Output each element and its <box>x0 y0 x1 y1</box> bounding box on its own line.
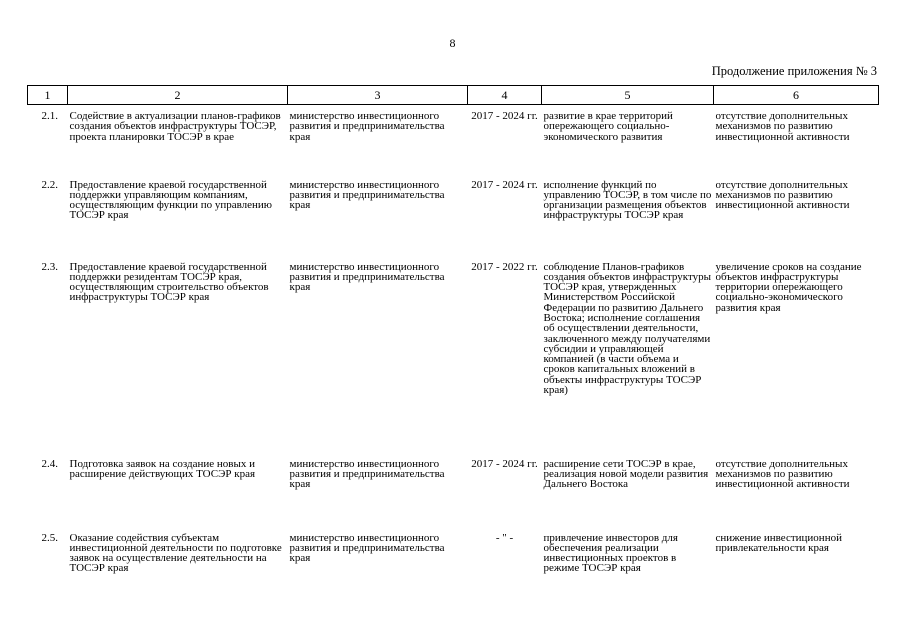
continuation-label: Продолжение приложения № 3 <box>711 64 877 78</box>
executor-cell: министерство инвестиционного развития и предпринимательства края <box>289 110 445 143</box>
consequence-cell: снижение инвестиционной привлекательности края <box>715 531 842 554</box>
table-row <box>28 105 879 180</box>
row-number: 2.3. <box>41 260 58 273</box>
result-cell: исполнение функций по управлению ТОСЭР, в том числе по организации размещения объектов инфраструктуры ТОСЭР края <box>543 178 712 222</box>
page-number: 8 <box>449 36 456 50</box>
row-number: 2.2. <box>41 178 58 191</box>
column-header-4: 4 <box>468 86 542 105</box>
period-cell: 2017 - 2024 гг. <box>471 178 538 191</box>
table-row <box>28 459 879 533</box>
action-cell: Подготовка заявок на создание новых и расширение действующих ТОСЭР края <box>69 457 256 480</box>
executor-cell: министерство инвестиционного развития и предпринимательства края <box>289 457 445 491</box>
measures-table <box>27 85 879 593</box>
executor-cell: министерство инвестиционного развития и предпринимательства края <box>289 531 445 565</box>
consequence-cell: увеличение сроков на создание объектов инфраструктуры территории опережающего социально-экономического развития края <box>715 260 862 314</box>
table-row <box>28 533 879 593</box>
table-row <box>28 180 879 262</box>
action-cell: Предоставление краевой государственной поддержки управляющим компаниям, осуществляющим функции по управлению ТОСЭР края <box>69 178 273 222</box>
period-cell: 2017 - 2022 гг. <box>471 260 538 273</box>
column-header-6: 6 <box>714 86 879 105</box>
action-cell: Содействие в актуализации планов-графиков создания объектов инфраструктуры ТОСЭР, проекта планировки ТОСЭР в крае <box>69 110 281 143</box>
consequence-cell: отсутствие дополнительных механизмов по развитию инвестиционной активности <box>715 178 850 212</box>
row-number: 2.5. <box>41 531 58 544</box>
column-header-1: 1 <box>28 86 68 105</box>
result-cell: развитие в крае территорий опережающего социально-экономического развития <box>543 110 673 143</box>
period-cell: 2017 - 2024 гг. <box>471 110 538 122</box>
action-cell: Предоставление краевой государственной поддержки резидентам ТОСЭР края, осуществляющим строительство объектов инфраструктуры ТОСЭР края <box>69 260 269 304</box>
table-row <box>28 262 879 459</box>
period-cell: - " - <box>495 531 514 544</box>
header-row <box>28 86 879 105</box>
row-number: 2.4. <box>41 457 58 470</box>
period-cell: 2017 - 2024 гг. <box>471 457 538 470</box>
consequence-cell: отсутствие дополнительных механизмов по развитию инвестиционной активности <box>715 110 850 143</box>
column-header-3: 3 <box>288 86 468 105</box>
row-number: 2.1. <box>41 110 58 122</box>
action-cell: Оказание содействия субъектам инвестиционной деятельности по подготовке заявок на осуществление деятельности на ТОСЭР края <box>69 531 282 575</box>
result-cell: расширение сети ТОСЭР в крае, реализация новой модели развития Дальнего Востока <box>543 457 709 491</box>
result-cell: привлечение инвесторов для обеспечения реализации инвестиционных проектов в режиме ТОСЭР края <box>543 531 678 575</box>
executor-cell: министерство инвестиционного развития и предпринимательства края <box>289 260 445 294</box>
column-header-2: 2 <box>68 86 288 105</box>
executor-cell: министерство инвестиционного развития и предпринимательства края <box>289 178 445 212</box>
column-header-5: 5 <box>542 86 714 105</box>
consequence-cell: отсутствие дополнительных механизмов по развитию инвестиционной активности <box>715 457 850 491</box>
result-cell: соблюдение Планов-графиков создания объектов инфраструктуры ТОСЭР края, утвержденных Министерством Российской Федерации по развитию Дальнего Востока; исполнение соглашения об осуществлении деятельности, заключенного между получателями субсидии и управляющей компанией (в части объема и сроков капитальных вложений в объекты инфраструктуры ТОСЭР края) <box>543 260 712 397</box>
